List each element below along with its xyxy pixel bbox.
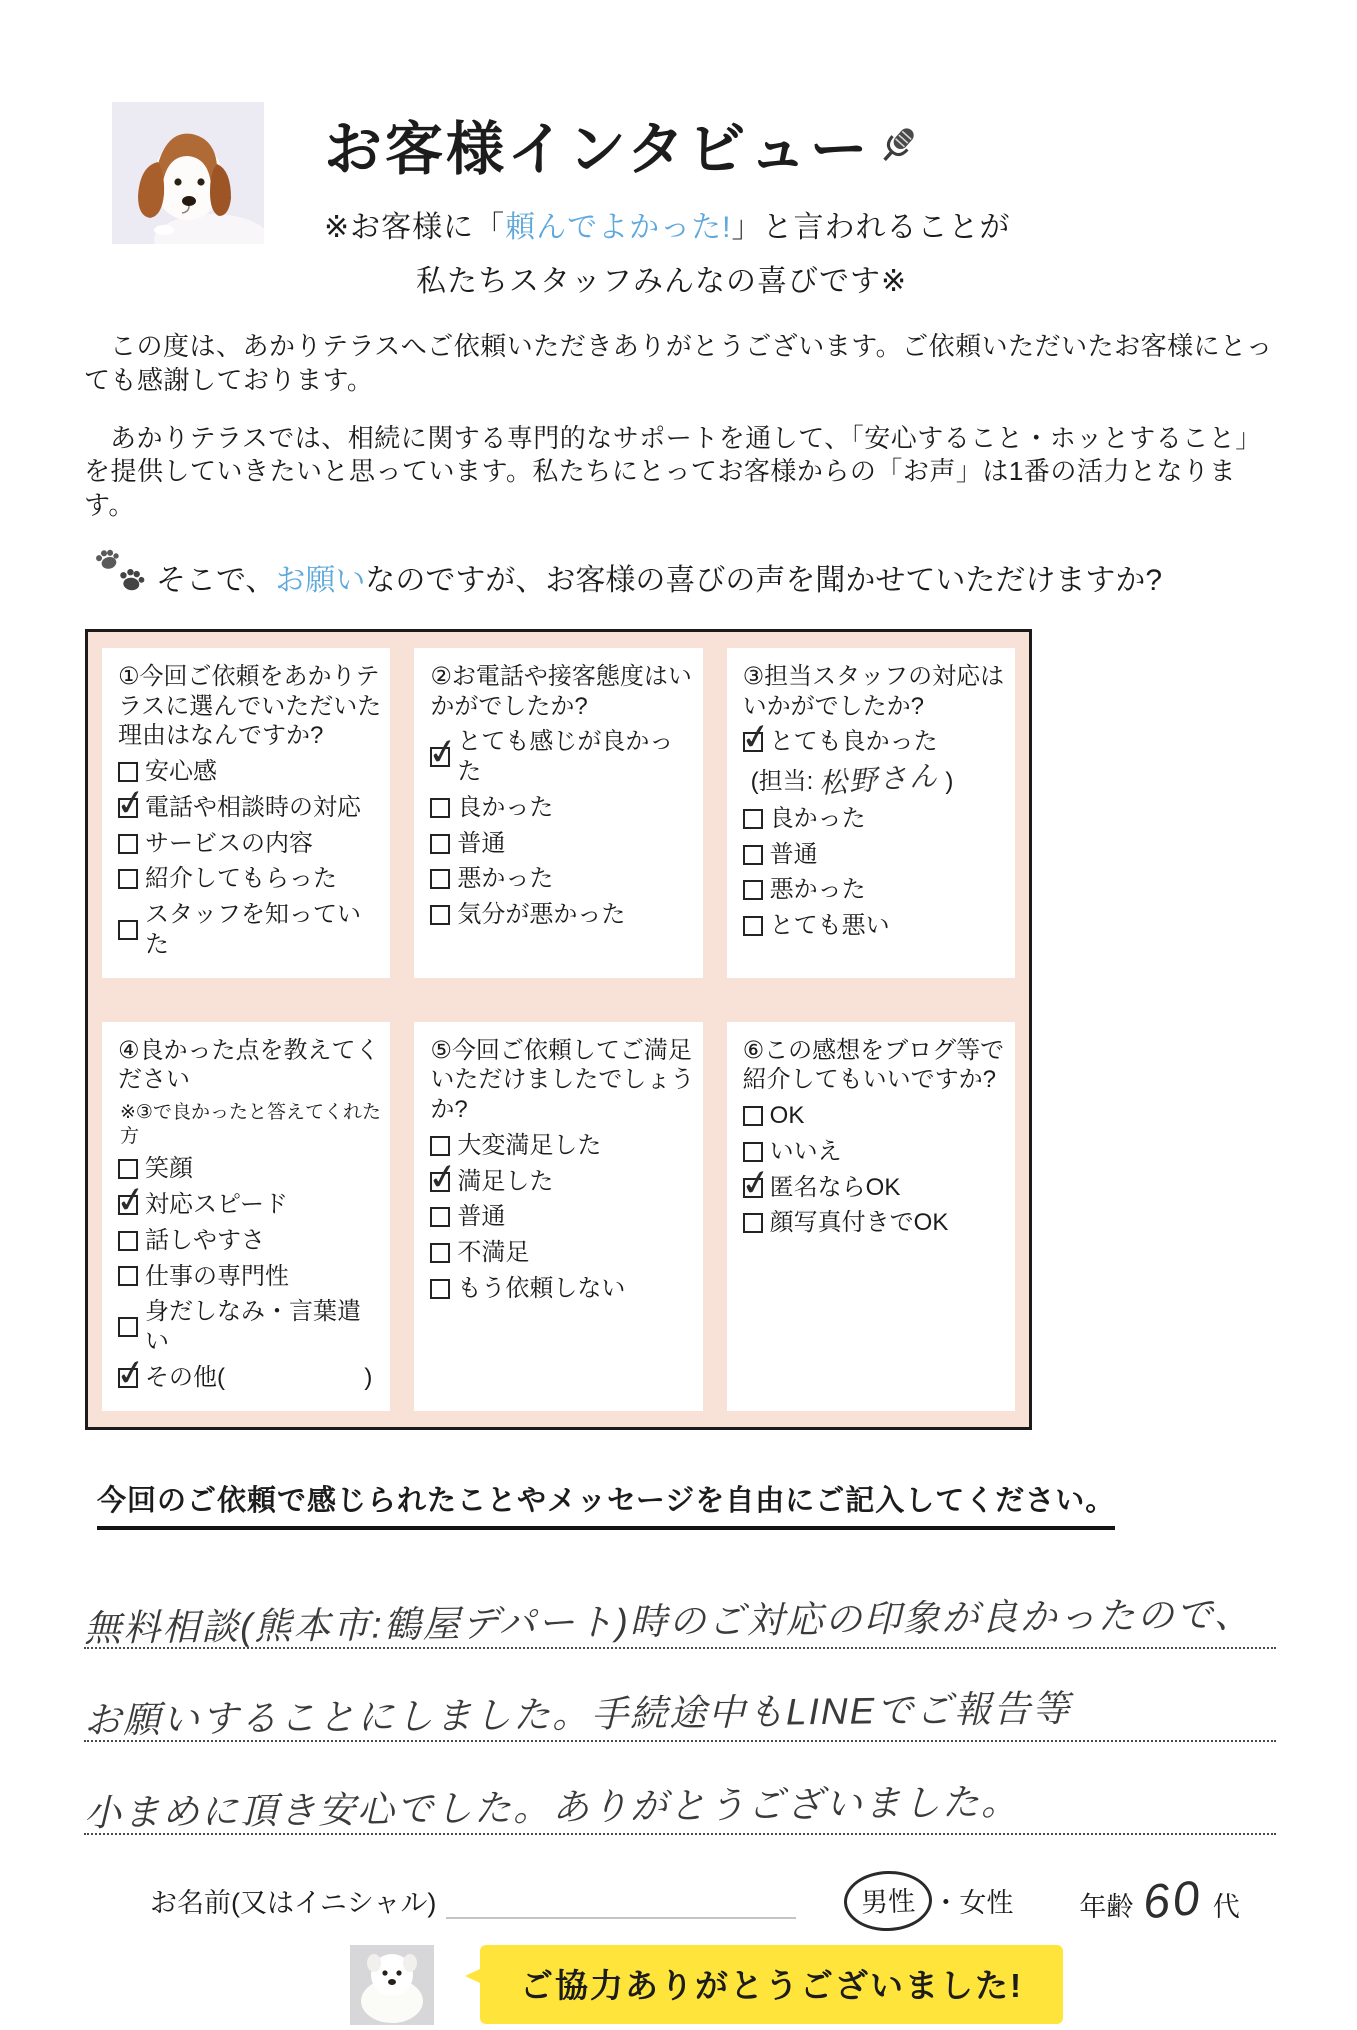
request-text bbox=[156, 555, 1162, 599]
checkbox[interactable] bbox=[118, 1231, 138, 1251]
option-label: もう依頼しない bbox=[457, 1274, 626, 1302]
name-label: お名前(又はイニシャル) bbox=[150, 1888, 437, 1919]
age-unit: 代 bbox=[1212, 1892, 1240, 1923]
checkbox[interactable] bbox=[118, 869, 138, 889]
header bbox=[0, 0, 1357, 300]
checkbox-checked[interactable] bbox=[743, 1178, 763, 1198]
request-suffix: なのですが、お客様の喜びの声を聞かせていただけますか? bbox=[365, 563, 1163, 597]
survey-box-2 bbox=[414, 648, 702, 978]
option-label: 普通 bbox=[457, 1203, 506, 1231]
name-input-line[interactable] bbox=[446, 1883, 796, 1919]
checkbox[interactable] bbox=[430, 1243, 450, 1263]
option-label: サービスの内容 bbox=[145, 829, 313, 857]
option-label: 満足した bbox=[457, 1167, 554, 1195]
checkbox-checked[interactable] bbox=[118, 1195, 138, 1215]
survey-option bbox=[743, 1173, 1007, 1203]
checkbox[interactable] bbox=[743, 1213, 763, 1233]
age-value-handwritten[interactable]: 60 bbox=[1141, 1871, 1205, 1930]
staff-note-prefix: (担当: bbox=[750, 768, 814, 796]
staff-note-suffix: ) bbox=[945, 768, 954, 796]
survey-question-6: ⑥この感想をブログ等で紹介してもいいですか? bbox=[742, 1036, 1005, 1094]
subtitle-line1 bbox=[324, 202, 1010, 246]
survey-option bbox=[430, 1238, 694, 1268]
survey-grid bbox=[102, 648, 1015, 1411]
survey-option bbox=[430, 864, 694, 894]
subtitle-line2: 私たちスタッフみんなの喜びです※ bbox=[416, 265, 908, 298]
option-label: 安心感 bbox=[145, 758, 217, 786]
survey-box-3 bbox=[727, 648, 1015, 978]
subtitle-highlight: 頼んでよかった! bbox=[505, 211, 732, 244]
survey-box-1 bbox=[102, 648, 390, 978]
checkbox[interactable] bbox=[743, 1106, 763, 1126]
survey-option bbox=[118, 864, 382, 894]
survey-option bbox=[743, 804, 1007, 834]
checkbox-checked[interactable] bbox=[118, 798, 138, 818]
thanks-speech-bubble: ご協力ありがとうございました! bbox=[480, 1945, 1063, 2024]
option-label: 匿名ならOK bbox=[769, 1173, 901, 1201]
survey-question-3: ③担当スタッフの対応はいかがでしたか? bbox=[742, 662, 1005, 720]
survey-option bbox=[118, 829, 382, 859]
survey-option bbox=[118, 1190, 382, 1220]
checkbox-checked[interactable] bbox=[743, 732, 763, 752]
checkbox[interactable] bbox=[743, 845, 763, 865]
survey-options-3 bbox=[743, 727, 1007, 940]
header-text bbox=[324, 102, 1010, 300]
checkbox-checked[interactable] bbox=[430, 1172, 450, 1192]
checkbox[interactable] bbox=[430, 834, 450, 854]
survey-options-1 bbox=[118, 757, 382, 960]
checkbox[interactable] bbox=[743, 880, 763, 900]
option-label: 顔写真付きでOK bbox=[769, 1209, 949, 1237]
survey-option bbox=[430, 1131, 694, 1161]
checkbox-checked[interactable] bbox=[430, 747, 450, 767]
option-label: OK bbox=[769, 1102, 805, 1130]
option-label: 良かった bbox=[769, 804, 866, 832]
option-label: 仕事の専門性 bbox=[145, 1262, 289, 1290]
staff-note bbox=[750, 760, 1007, 800]
option-label: 悪かった bbox=[457, 865, 554, 893]
option-label: 身だしなみ・言葉遣い bbox=[145, 1298, 361, 1356]
subtitle-prefix: ※お客様に「 bbox=[324, 211, 506, 244]
option-label: 大変満足した bbox=[457, 1131, 602, 1159]
survey-option bbox=[430, 900, 694, 930]
survey-options-6 bbox=[743, 1101, 1007, 1238]
survey-panel bbox=[85, 629, 1032, 1430]
checkbox[interactable] bbox=[118, 834, 138, 854]
request-highlight: お願い bbox=[275, 563, 366, 597]
option-label: 電話や相談時の対応 bbox=[145, 793, 361, 821]
intro-section bbox=[84, 330, 1279, 523]
survey-option bbox=[743, 1101, 1007, 1131]
survey-options-4 bbox=[118, 1154, 382, 1392]
survey-question-2: ②お電話や接客態度はいかがでしたか? bbox=[430, 662, 692, 720]
gender-group bbox=[844, 1871, 1013, 1931]
survey-subnote-4: ※③で良かったと答えてくれた方 bbox=[120, 1102, 381, 1147]
survey-option bbox=[118, 793, 382, 823]
survey-box-4 bbox=[102, 1022, 390, 1411]
checkbox[interactable] bbox=[430, 1279, 450, 1299]
survey-box-6 bbox=[727, 1022, 1015, 1411]
free-response-area bbox=[84, 1556, 1276, 1835]
survey-option bbox=[743, 911, 1007, 941]
survey-option bbox=[118, 1363, 382, 1393]
option-label: 普通 bbox=[769, 840, 818, 868]
option-label: 紹介してもらった bbox=[145, 865, 337, 893]
option-label: 気分が悪かった bbox=[457, 901, 626, 929]
survey-option bbox=[430, 829, 694, 859]
checkbox-checked[interactable] bbox=[118, 1368, 138, 1388]
beagle-dog-photo bbox=[112, 102, 264, 244]
survey-option bbox=[743, 727, 1007, 757]
checkbox[interactable] bbox=[430, 869, 450, 889]
survey-option bbox=[430, 727, 694, 787]
handwritten-line-2[interactable] bbox=[84, 1649, 1276, 1742]
option-label: 普通 bbox=[457, 829, 506, 857]
white-dog-photo bbox=[350, 1945, 434, 2025]
option-tail: ) bbox=[364, 1363, 373, 1391]
survey-option bbox=[118, 900, 382, 960]
survey-option bbox=[430, 1202, 694, 1232]
survey-option bbox=[118, 1262, 382, 1292]
handwritten-line-3[interactable] bbox=[84, 1742, 1276, 1835]
survey-option bbox=[118, 757, 382, 787]
survey-option bbox=[743, 875, 1007, 905]
survey-option bbox=[118, 1154, 382, 1184]
free-response-header: 今回のご依頼で感じられたことやメッセージを自由にご記入してください。 bbox=[97, 1478, 1115, 1530]
handwritten-line-1[interactable] bbox=[84, 1556, 1276, 1649]
gender-female[interactable]: 女性 bbox=[959, 1888, 1014, 1919]
intro-paragraph-1: この度は、あかりテラスへご依頼いただきありがとうございます。ご依頼いただいたお客様にとっても感謝しております。 bbox=[84, 331, 1273, 395]
handwritten-text-1: 無料相談(熊本市:鶴屋デパート)時のご対応の印象が良かったので、 bbox=[83, 1593, 1254, 1649]
survey-question-5: ⑤今回ご依頼してご満足いただけましたでしょうか? bbox=[430, 1036, 695, 1124]
survey-option bbox=[430, 1274, 694, 1304]
handwritten-text-3: 小まめに頂き安心でした。ありがとうございました。 bbox=[83, 1780, 1021, 1834]
survey-option bbox=[430, 1167, 694, 1197]
subtitle-suffix: 」と言われることが bbox=[731, 211, 1011, 244]
checkbox[interactable] bbox=[743, 1142, 763, 1162]
survey-option bbox=[118, 1226, 382, 1256]
survey-options-5 bbox=[430, 1131, 694, 1304]
paw-prints-icon bbox=[92, 547, 148, 607]
option-label: 悪かった bbox=[769, 876, 866, 904]
survey-question-4: ④良かった点を教えてください bbox=[118, 1036, 380, 1094]
checkbox[interactable] bbox=[118, 762, 138, 782]
option-label: 笑顔 bbox=[145, 1155, 193, 1183]
survey-option bbox=[743, 840, 1007, 870]
checkbox[interactable] bbox=[430, 1207, 450, 1227]
checkbox[interactable] bbox=[118, 1317, 138, 1337]
checkbox[interactable] bbox=[430, 1136, 450, 1156]
option-label: その他( bbox=[145, 1363, 225, 1391]
survey-question-1: ①今回ご依頼をあかりテラスに選んでいただいた理由はなんですか? bbox=[118, 662, 382, 750]
survey-option bbox=[743, 1208, 1007, 1238]
option-label: 話しやすさ bbox=[145, 1226, 265, 1254]
checkbox[interactable] bbox=[118, 1266, 138, 1286]
option-label: 良かった bbox=[457, 793, 554, 821]
survey-options-2 bbox=[430, 727, 694, 930]
page-title: お客様インタビュー bbox=[324, 117, 871, 182]
checkbox[interactable] bbox=[118, 920, 138, 940]
checkbox[interactable] bbox=[430, 905, 450, 925]
microphone-icon bbox=[875, 122, 921, 173]
checkbox[interactable] bbox=[118, 1159, 138, 1179]
age-label: 年齢 bbox=[1079, 1892, 1134, 1923]
survey-option bbox=[430, 793, 694, 823]
respondent-info-row bbox=[150, 1871, 1357, 1931]
option-label: いいえ bbox=[769, 1137, 842, 1165]
gender-male[interactable]: 男性 bbox=[843, 1869, 933, 1932]
gender-separator: ・ bbox=[932, 1888, 960, 1919]
option-label: 対応スピード bbox=[145, 1191, 289, 1219]
option-label: スタッフを知っていた bbox=[145, 901, 361, 958]
option-label: 不満足 bbox=[457, 1239, 530, 1267]
checkbox[interactable] bbox=[743, 916, 763, 936]
survey-option bbox=[118, 1297, 382, 1357]
intro-paragraph-2: あかりテラスでは、相続に関する専門的なサポートを通して、「安心すること・ホッとすること」を提供していきたいと思っています。私たちにとってお客様からの「お声」は1番の活力となります。 bbox=[84, 422, 1262, 521]
option-label: とても悪い bbox=[769, 912, 890, 940]
survey-box-5 bbox=[414, 1022, 702, 1411]
checkbox[interactable] bbox=[743, 809, 763, 829]
option-label: とても良かった bbox=[769, 728, 938, 756]
survey-option bbox=[743, 1137, 1007, 1167]
thanks-row bbox=[350, 1945, 1357, 2025]
checkbox[interactable] bbox=[430, 798, 450, 818]
request-prefix: そこで、 bbox=[156, 563, 276, 597]
request-line bbox=[92, 547, 1357, 607]
handwritten-text-2: お願いすることにしました。手続途中もLINEでご報告等 bbox=[83, 1687, 1072, 1741]
option-label: とても感じが良かった bbox=[457, 728, 674, 786]
staff-name-handwritten[interactable]: 松野さん bbox=[818, 760, 941, 800]
